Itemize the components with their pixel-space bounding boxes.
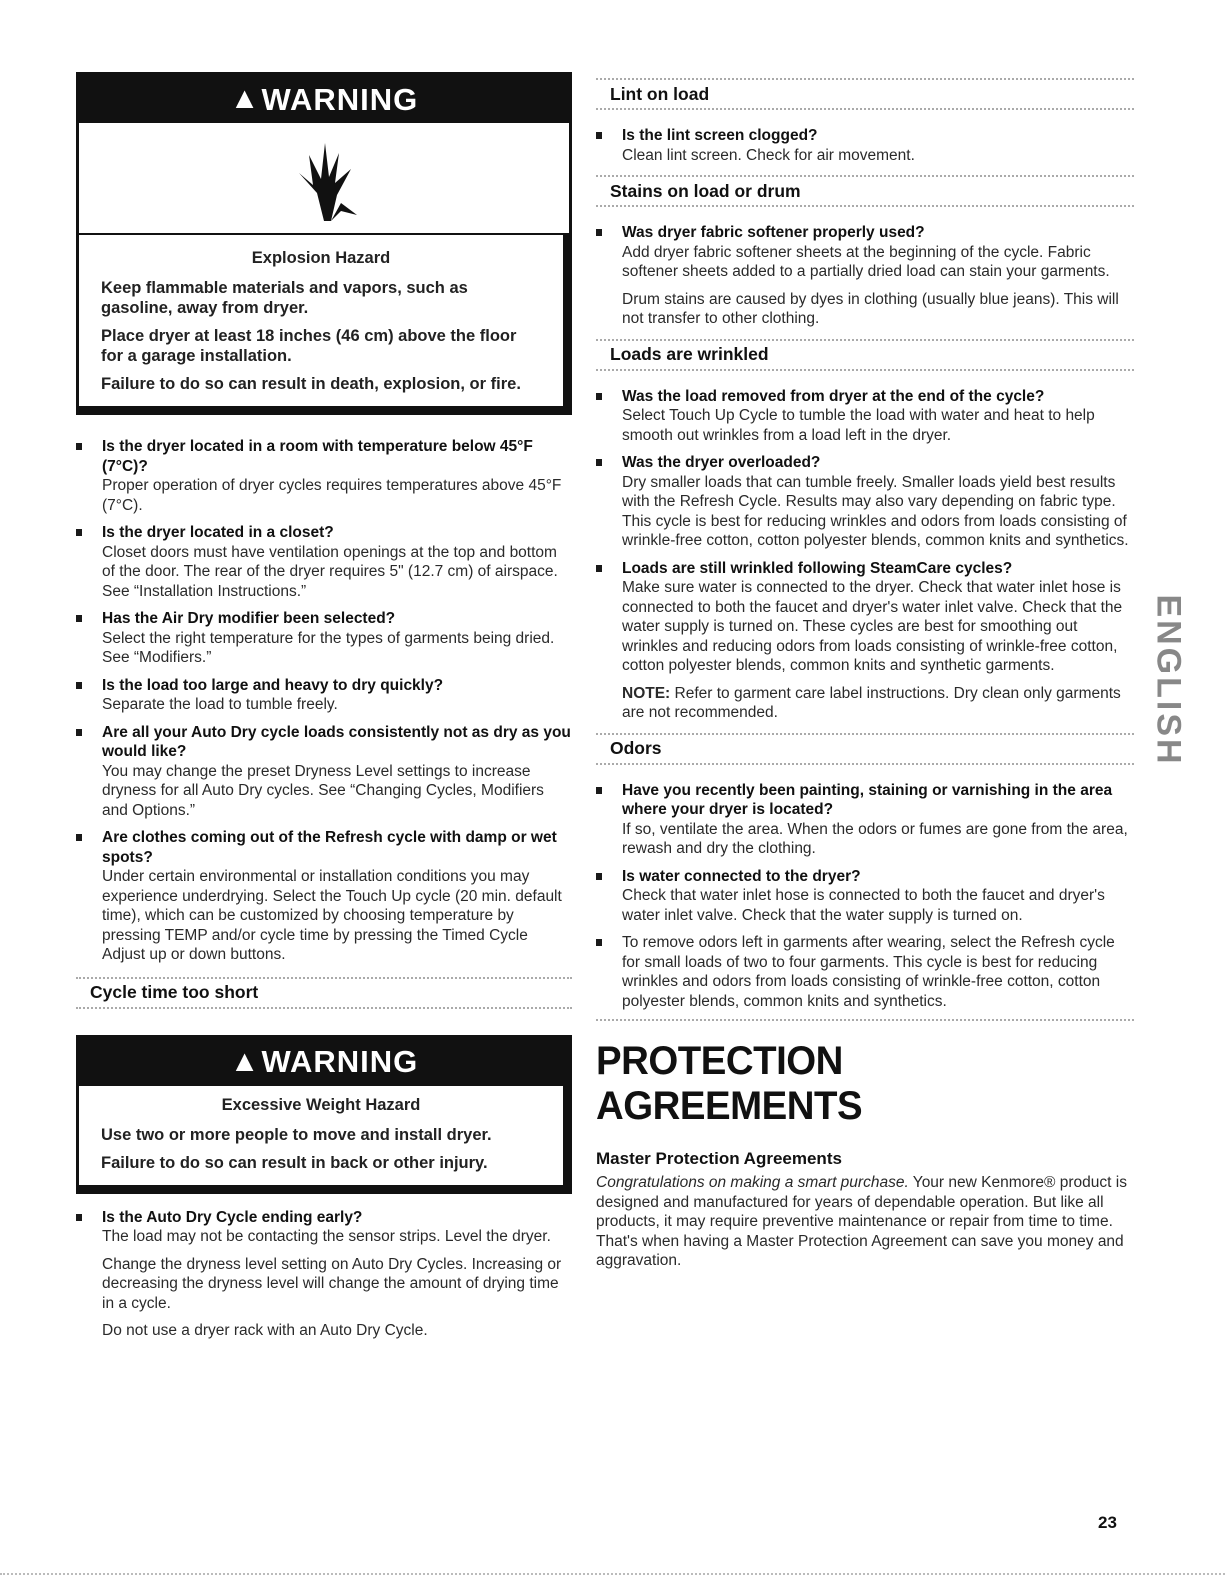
question: Is the Auto Dry Cycle ending early? [102, 1208, 363, 1226]
protection-text: Your new Kenmore® product is designed and manufactured for years of dependable operation. But like all products, it may require preventive maintenance or repair from time to time. That's when having a Master Protection Agreement can save you money and aggravation. [596, 1174, 1127, 1269]
warning-triangle-icon: ▲ [229, 82, 260, 115]
list-item [76, 723, 572, 821]
protection-body [596, 1173, 1134, 1271]
answer: Select the right temperature for the types of garments being dried. See “Modifiers.” [102, 629, 555, 666]
list-item [596, 387, 1134, 446]
answer: Closet doors must have ventilation openings at the top and bottom of the door. The rear of the dryer requires 5" (12.7 cm) of airspace. See “Installation Instructions.” [102, 543, 558, 600]
list-item [76, 437, 572, 515]
list-item [76, 676, 572, 715]
question: Have you recently been painting, staining or varnishing in the area where your dryer is located? [622, 781, 1113, 818]
note-label: NOTE: [622, 684, 671, 702]
question: Are all your Auto Dry cycle loads consistently not as dry as you would like? [102, 723, 571, 760]
paragraph: Do not use a dryer rack with an Auto Dry Cycle. [102, 1322, 428, 1339]
question: Is the dryer located in a closet? [102, 524, 334, 541]
warning-header [79, 1038, 569, 1086]
warning-header [79, 75, 569, 123]
protection-title: PROTECTION AGREEMENTS [596, 1039, 863, 1128]
list-item [596, 223, 1134, 329]
answer: Proper operation of dryer cycles requires temperatures above 45°F (7°C). [102, 477, 562, 514]
explosion-pictogram [79, 123, 569, 235]
question: Was dryer fabric softener properly used? [622, 224, 925, 241]
temperature-items-list [76, 437, 572, 965]
lint-list [596, 126, 1134, 165]
hazard-name: Explosion Hazard [251, 249, 391, 267]
answer: To remove odors left in garments after wearing, select the Refresh cycle for small loads of two to four garments. This cycle is best for reducing wrinkles and odors from loads consisting of wrinkle-free cotton, cotton polyester blends, common knits and synthetics. [622, 934, 1115, 1010]
protection-subtitle: Master Protection Agreements [596, 1149, 842, 1168]
question: Was the dryer overloaded? [622, 454, 821, 471]
list-item [76, 1208, 572, 1341]
question: Was the load removed from dryer at the end of the cycle? [622, 387, 1045, 405]
answer: Select Touch Up Cycle to tumble the load with water and heat to help smooth out wrinkles from a load left in the dryer. [622, 407, 1095, 444]
answer: Make sure water is connected to the dryer. Check that water inlet hose is connected to both the faucet and dryer's water inlet valve. Check that the water supply is turned on. These cycles are best for smoothing out wrinkles and reducing odors from loads consisting of wrinkle-free cotton, cotton polyester blends, common knits and synthetic garments. [622, 579, 1123, 674]
wrinkled-list [596, 387, 1134, 723]
stains-list [596, 223, 1134, 329]
question: Is the dryer located in a room with temperature below 45°F (7°C)? [102, 438, 533, 475]
hazard-name: Excessive Weight Hazard [221, 1095, 421, 1114]
list-item [596, 559, 1134, 723]
divider [596, 1019, 1134, 1021]
explosion-icon [279, 133, 369, 223]
question: Is the lint screen clogged? [622, 127, 818, 144]
odors-list [596, 781, 1134, 1012]
note-text: Refer to garment care label instructions. Dry clean only garments are not recommended. [622, 684, 1121, 721]
section-header-lint: Lint on load [596, 78, 1134, 110]
warning-line: Failure to do so can result in death, explosion, or fire. [101, 375, 521, 393]
answer: Add dryer fabric softener sheets at the beginning of the cycle. Fabric softener sheets added to a partially dried load can stain your garments. [622, 243, 1110, 280]
warning-title: WARNING [261, 81, 419, 117]
question: Has the Air Dry modifier been selected? [102, 610, 396, 627]
list-item [76, 523, 572, 601]
list-item [76, 828, 572, 965]
list-item [596, 933, 1134, 1011]
side-tab-label: ENGLISH [1149, 593, 1188, 767]
language-side-tab [1150, 560, 1186, 800]
warning-line: Keep flammable materials and vapors, such as gasoline, away from dryer. [101, 279, 468, 317]
paragraph: Drum stains are caused by dyes in clothing (usually blue jeans). This will not transfer to other clothing. [622, 290, 1119, 327]
protection-intro: Congratulations on making a smart purchase. [596, 1174, 909, 1191]
warning-body [79, 1086, 569, 1191]
page-number: 23 [1098, 1513, 1117, 1532]
list-item [596, 781, 1134, 859]
list-item [596, 867, 1134, 926]
answer: If so, ventilate the area. When the odors or fumes are gone from the area, rewash and dry the clothing. [622, 820, 1128, 857]
answer: You may change the preset Dryness Level settings to increase dryness for all Auto Dry cycles. See “Changing Cycles, Modifiers and Options.” [102, 762, 544, 819]
section-header-odors: Odors [596, 733, 1134, 765]
warning-line: Use two or more people to move and install dryer. [101, 1125, 492, 1144]
warning-title: WARNING [261, 1044, 419, 1079]
left-column [76, 72, 572, 1349]
warning-line: Place dryer at least 18 inches (46 cm) above the floor for a garage installation. [101, 327, 517, 365]
answer: Check that water inlet hose is connected to both the faucet and dryer's water inlet valve. Check that the water supply is turned on. [622, 887, 1105, 924]
paragraph: Change the dryness level setting on Auto Dry Cycles. Increasing or decreasing the dryness level will change the amount of drying time in a cycle. [102, 1255, 562, 1312]
section-header-wrinkled: Loads are wrinkled [596, 339, 1134, 371]
section-header-stains: Stains on load or drum [596, 175, 1134, 207]
question: Loads are still wrinkled following SteamCare cycles? [622, 559, 1013, 577]
right-column [596, 72, 1134, 1271]
section-header-cycle-time: Cycle time too short [76, 977, 572, 1009]
answer: Under certain environmental or installation conditions you may experience underdrying. Select the Touch Up cycle (20 min. default time), which can be customized by choosing temperature by pressing TEMP and/or cycle time by pressing the Timed Cycle Adjust up or down buttons. [102, 868, 562, 963]
answer: Dry smaller loads that can tumble freely. Smaller loads yield best results with the Refresh Cycle. Results may also vary depending on fabric type. This cycle is best for reducing wrinkles and odors from loads consisting of wrinkle-free cotton, cotton polyester blends, common knits and synthetics. [622, 473, 1129, 549]
question: Are clothes coming out of the Refresh cycle with damp or wet spots? [102, 829, 557, 866]
question: Is the load too large and heavy to dry quickly? [102, 676, 444, 694]
list-item [596, 126, 1134, 165]
answer: Clean lint screen. Check for air movement. [622, 146, 915, 164]
bottom-rule [0, 1573, 1225, 1575]
list-item [76, 609, 572, 668]
answer: Separate the load to tumble freely. [102, 696, 338, 713]
explosion-warning-box [76, 72, 572, 415]
note-paragraph [622, 684, 1134, 723]
answer: The load may not be contacting the sensor strips. Level the dryer. [102, 1228, 551, 1245]
warning-line: Failure to do so can result in back or other injury. [101, 1153, 488, 1172]
list-item [596, 453, 1134, 551]
weight-warning-box [76, 1035, 572, 1194]
warning-body [79, 235, 569, 412]
auto-dry-list [76, 1208, 572, 1341]
question: Is water connected to the dryer? [622, 867, 861, 885]
warning-triangle-icon: ▲ [229, 1044, 260, 1078]
